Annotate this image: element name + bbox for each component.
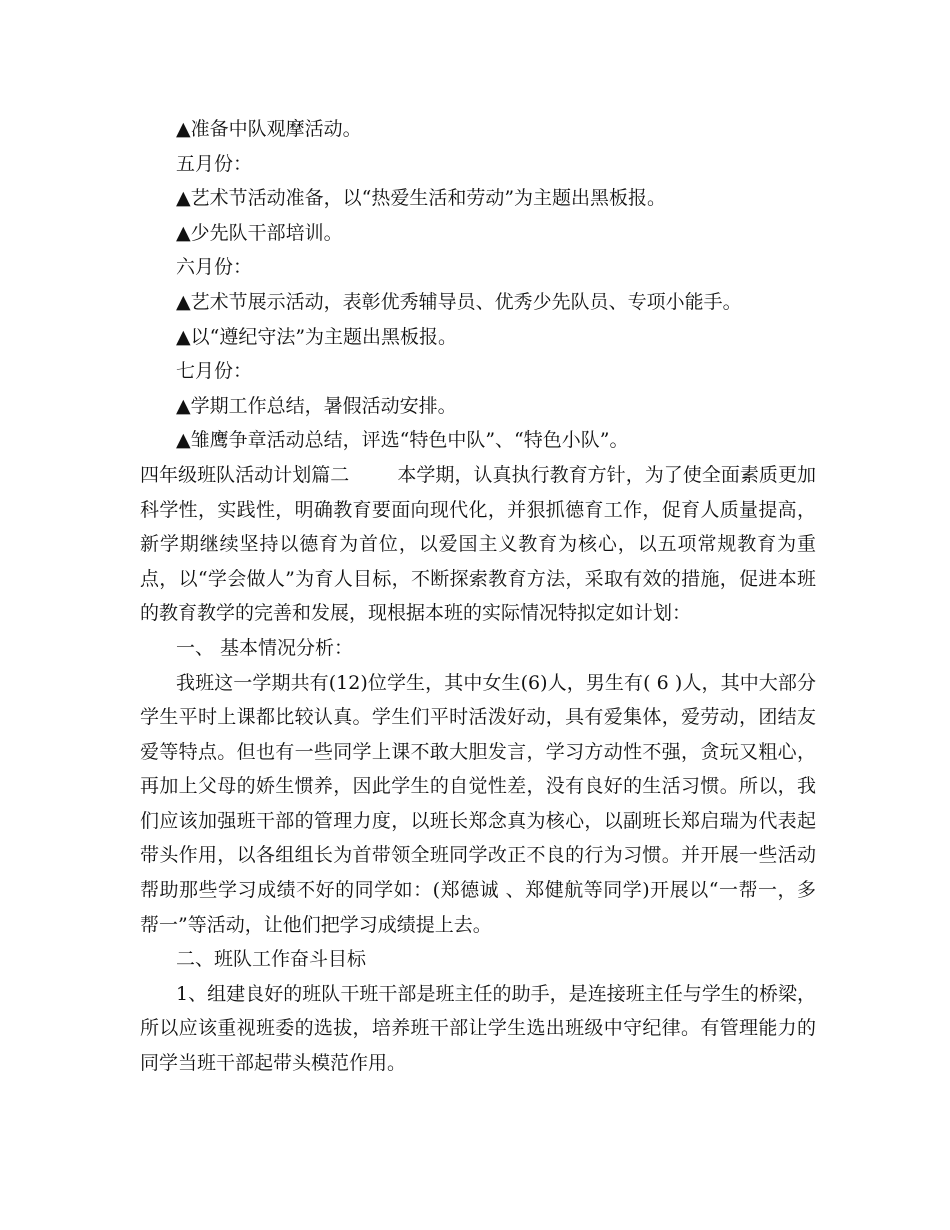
document-body: [140, 112, 816, 1081]
paragraph-work-goals: 1、组建良好的班队干班干部是班主任的助手，是连接班主任与学生的桥梁，所以应该重视班委的选拔，培养班干部让学生选出班级中守纪律。有管理能力的同学当班干部起带头模范作用。: [140, 982, 816, 1075]
text-line-cadre-training: ▲少先队干部培训。: [176, 221, 343, 244]
text-line-art-festival-show: ▲艺术节展示活动，表彰优秀辅导员、优秀少先队员、专项小能手。: [176, 290, 742, 313]
month-heading-july: 七月份：: [176, 360, 253, 383]
text-line-prepare-observation: ▲准备中队观摩活动。: [176, 118, 362, 140]
text-line-term-summary: ▲学期工作总结，暑假活动安排。: [176, 394, 457, 417]
text-line-eagle-badge-summary: ▲雏鹰争章活动总结，评选“特色中队”、“特色小队”。: [176, 429, 629, 452]
paragraph-basic-analysis: 我班这一学期共有(12)位学生，其中女生(6)人，男生有( 6 )人，其中大部分学生平时上课都比较认真。学生们平时活泼好动，具有爱集体，爱劳动，团结友爱等特点。但也有一些同学上课不敢大胆发言，学习方动性不强，贪玩又粗心，再加上父母的娇生惯养，因此学生的自觉性差，没有良好的生活习惯。所以，我们应该加强班干部的管理力度，以班长郑念真为核心，以副班长郑启瑞为代表起带头作用，以各组组长为首带领全班同学改正不良的行为习惯。并开展一些活动帮助那些学习成绩不好的同学如：(郑德诚 、郑健航等同学)开展以“一帮一，多帮一”等活动，让他们把学习成绩提上去。: [140, 671, 816, 936]
section-two-heading: 四年级班队活动计划篇二: [140, 463, 350, 486]
text-line-law-blackboard: ▲以“遵纪守法”为主题出黑板报。: [176, 325, 458, 348]
section-two-intro: [140, 458, 816, 631]
section-two-intro-text: 本学期，认真执行教育方针，为了使全面素质更加科学性，实践性，明确教育要面向现代化，并狠抓德育工作，促育人质量提高，新学期继续坚持以德育为首位，以爱国主义教育为核心，以五项常规教育为重点，以“学会做人”为育人目标，不断探索教育方法，采取有效的措施，促进本班的教育教学的完善和发展，现根据本班的实际情况特拟定如计划：: [140, 463, 816, 625]
month-heading-may: 五月份：: [176, 152, 253, 175]
subheading-work-goals: 二、班队工作奋斗目标: [176, 948, 367, 971]
subheading-basic-analysis: 一、 基本情况分析：: [176, 636, 354, 659]
text-line-art-festival-prep: ▲艺术节活动准备，以“热爱生活和劳动”为主题出黑板报。: [176, 187, 667, 210]
month-heading-june: 六月份：: [176, 256, 253, 279]
